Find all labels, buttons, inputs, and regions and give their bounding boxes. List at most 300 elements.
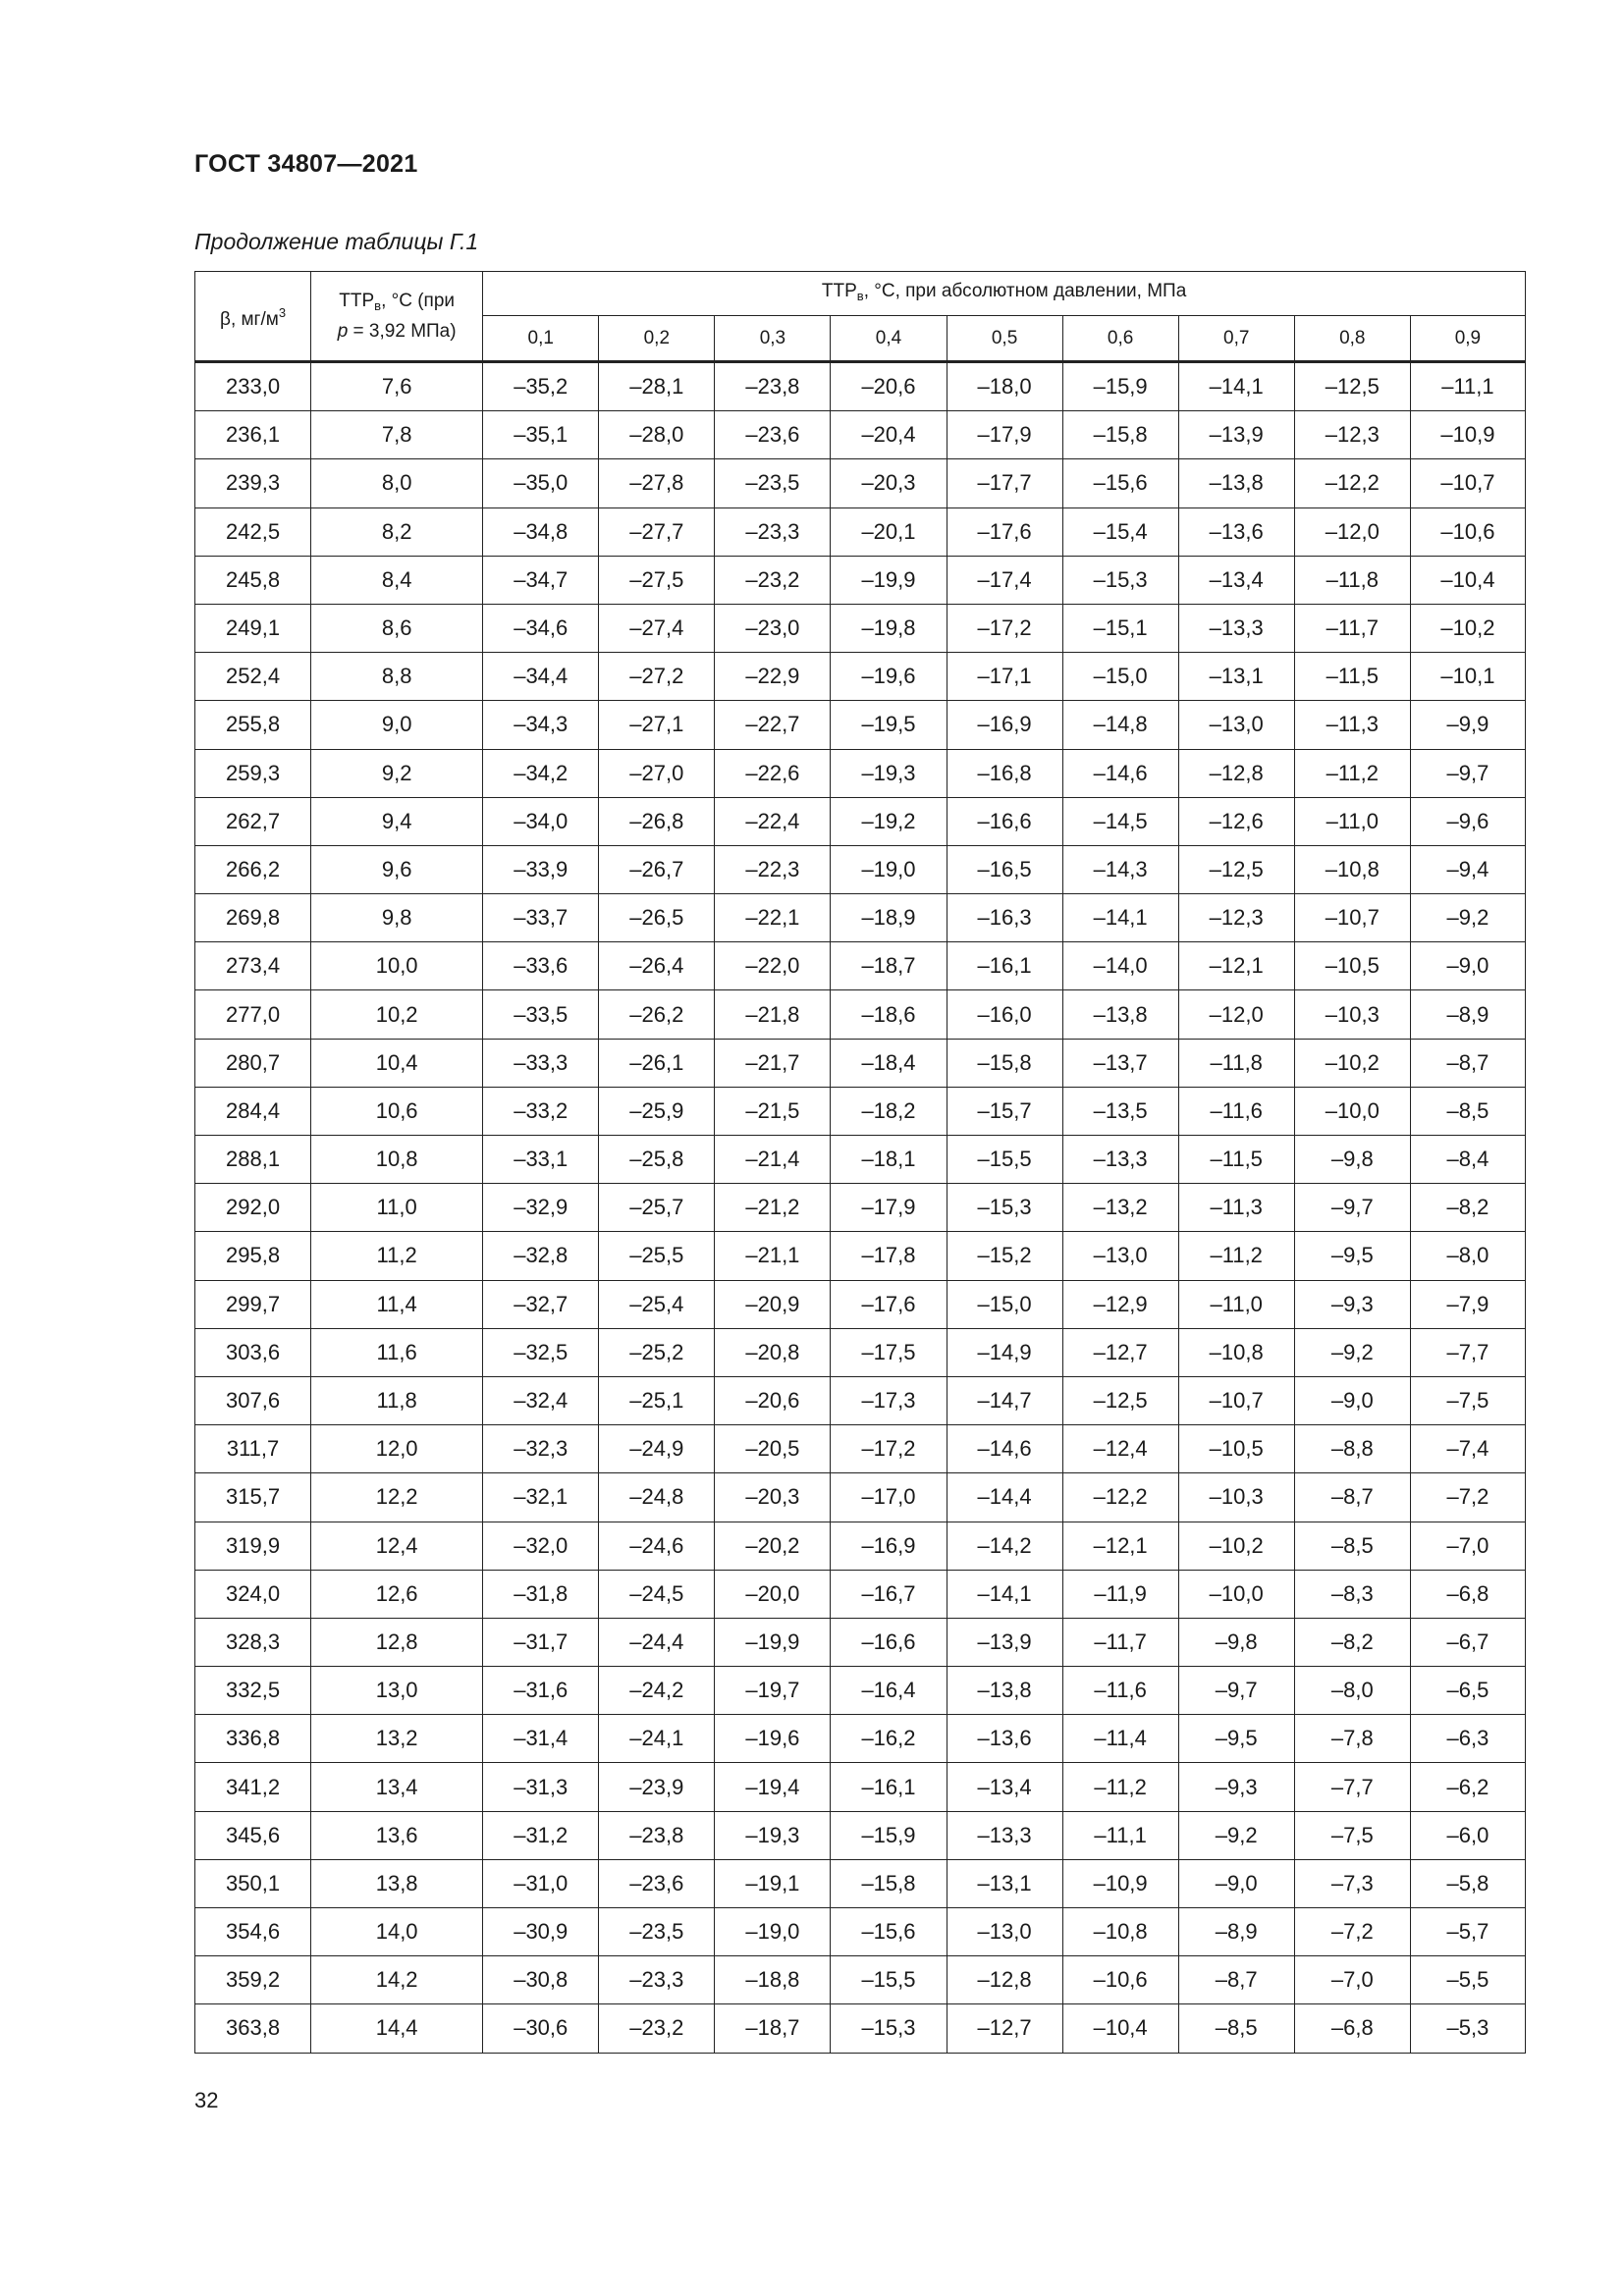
- cell-ttr: –13,0: [1178, 701, 1294, 749]
- cell-ttr: –11,3: [1294, 701, 1410, 749]
- header-pressure: 0,2: [599, 316, 715, 362]
- header-pressure: 0,3: [715, 316, 831, 362]
- table-row: [195, 1136, 1526, 1184]
- cell-ttr: –18,2: [831, 1087, 947, 1135]
- cell-ttr: –14,6: [1062, 749, 1178, 797]
- cell-ttr: –27,8: [599, 459, 715, 507]
- cell-ttr: –9,2: [1294, 1328, 1410, 1376]
- cell-ttr: –17,6: [947, 507, 1062, 556]
- cell-ttr: –9,9: [1410, 701, 1525, 749]
- cell-ttr: –16,8: [947, 749, 1062, 797]
- cell-ttr: –16,5: [947, 845, 1062, 893]
- cell-ttr-fixed: 10,8: [311, 1136, 483, 1184]
- cell-ttr: –20,6: [715, 1376, 831, 1424]
- cell-ttr: –15,9: [831, 1811, 947, 1859]
- cell-ttr: –15,0: [947, 1280, 1062, 1328]
- cell-ttr: –27,2: [599, 653, 715, 701]
- cell-ttr: –13,3: [1178, 604, 1294, 652]
- cell-ttr: –8,0: [1294, 1667, 1410, 1715]
- cell-ttr: –18,6: [831, 990, 947, 1039]
- header-pressure: 0,6: [1062, 316, 1178, 362]
- cell-ttr: –17,7: [947, 459, 1062, 507]
- cell-ttr: –9,7: [1178, 1667, 1294, 1715]
- page-number: 32: [194, 2088, 219, 2112]
- cell-ttr: –10,9: [1410, 411, 1525, 459]
- cell-ttr: –16,6: [947, 797, 1062, 845]
- header-pressure: 0,5: [947, 316, 1062, 362]
- cell-ttr: –10,0: [1178, 1570, 1294, 1618]
- cell-ttr: –17,3: [831, 1376, 947, 1424]
- table-row: [195, 411, 1526, 459]
- table-row: [195, 1473, 1526, 1522]
- cell-ttr: –15,8: [947, 1039, 1062, 1087]
- cell-ttr: –9,5: [1294, 1232, 1410, 1280]
- cell-ttr: –18,9: [831, 894, 947, 942]
- data-table: [194, 271, 1526, 2054]
- cell-ttr: –10,6: [1062, 1956, 1178, 2004]
- cell-ttr: –9,7: [1410, 749, 1525, 797]
- cell-ttr: –20,8: [715, 1328, 831, 1376]
- cell-ttr-fixed: 8,0: [311, 459, 483, 507]
- cell-ttr: –8,3: [1294, 1570, 1410, 1618]
- cell-ttr: –16,9: [831, 1522, 947, 1570]
- cell-ttr: –13,0: [947, 1908, 1062, 1956]
- cell-beta: 252,4: [195, 653, 311, 701]
- cell-ttr: –32,9: [483, 1184, 599, 1232]
- cell-ttr: –15,4: [1062, 507, 1178, 556]
- cell-ttr: –18,7: [715, 2004, 831, 2053]
- cell-ttr: –11,5: [1294, 653, 1410, 701]
- cell-ttr: –33,2: [483, 1087, 599, 1135]
- cell-ttr: –16,2: [831, 1715, 947, 1763]
- cell-ttr: –13,1: [1178, 653, 1294, 701]
- cell-ttr-fixed: 11,2: [311, 1232, 483, 1280]
- table-row: [195, 1908, 1526, 1956]
- cell-ttr-fixed: 9,0: [311, 701, 483, 749]
- table-row: [195, 701, 1526, 749]
- cell-ttr: –11,5: [1178, 1136, 1294, 1184]
- cell-beta: 332,5: [195, 1667, 311, 1715]
- table-row: [195, 653, 1526, 701]
- cell-ttr: –18,0: [947, 362, 1062, 411]
- cell-ttr: –23,5: [715, 459, 831, 507]
- cell-ttr: –18,4: [831, 1039, 947, 1087]
- cell-beta: 336,8: [195, 1715, 311, 1763]
- cell-ttr-fixed: 12,6: [311, 1570, 483, 1618]
- cell-ttr: –28,0: [599, 411, 715, 459]
- cell-ttr: –11,0: [1294, 797, 1410, 845]
- cell-ttr: –35,0: [483, 459, 599, 507]
- cell-ttr: –7,0: [1410, 1522, 1525, 1570]
- cell-ttr: –27,0: [599, 749, 715, 797]
- cell-ttr: –14,2: [947, 1522, 1062, 1570]
- cell-ttr: –18,7: [831, 942, 947, 990]
- cell-ttr: –15,6: [1062, 459, 1178, 507]
- cell-ttr: –11,9: [1062, 1570, 1178, 1618]
- cell-ttr: –14,9: [947, 1328, 1062, 1376]
- cell-ttr: –22,1: [715, 894, 831, 942]
- cell-ttr-fixed: 14,0: [311, 1908, 483, 1956]
- table-row: [195, 1811, 1526, 1859]
- cell-ttr: –14,5: [1062, 797, 1178, 845]
- cell-ttr: –31,0: [483, 1859, 599, 1907]
- cell-ttr: –9,0: [1294, 1376, 1410, 1424]
- cell-ttr: –20,2: [715, 1522, 831, 1570]
- cell-ttr: –14,4: [947, 1473, 1062, 1522]
- cell-ttr: –16,6: [831, 1618, 947, 1666]
- cell-ttr: –12,3: [1178, 894, 1294, 942]
- cell-beta: 284,4: [195, 1087, 311, 1135]
- cell-beta: 341,2: [195, 1763, 311, 1811]
- table-row: [195, 1280, 1526, 1328]
- header-beta: β, $мг/м^3$: [195, 272, 311, 362]
- cell-ttr: –19,6: [831, 653, 947, 701]
- cell-ttr: –21,5: [715, 1087, 831, 1135]
- cell-ttr: –19,7: [715, 1667, 831, 1715]
- cell-beta: 233,0: [195, 362, 311, 411]
- cell-ttr: –15,8: [831, 1859, 947, 1907]
- cell-ttr: –16,0: [947, 990, 1062, 1039]
- document-code: ГОСТ 34807—2021: [194, 150, 418, 178]
- cell-ttr: –10,5: [1178, 1425, 1294, 1473]
- cell-ttr-fixed: 11,6: [311, 1328, 483, 1376]
- cell-ttr: –17,4: [947, 556, 1062, 604]
- cell-ttr: –27,5: [599, 556, 715, 604]
- cell-ttr: –33,9: [483, 845, 599, 893]
- cell-ttr: –5,5: [1410, 1956, 1525, 2004]
- cell-ttr: –12,5: [1294, 362, 1410, 411]
- cell-beta: 236,1: [195, 411, 311, 459]
- cell-beta: 259,3: [195, 749, 311, 797]
- cell-ttr: –32,7: [483, 1280, 599, 1328]
- cell-beta: 319,9: [195, 1522, 311, 1570]
- cell-ttr: –7,9: [1410, 1280, 1525, 1328]
- cell-ttr: –9,2: [1410, 894, 1525, 942]
- table-row: [195, 1570, 1526, 1618]
- cell-ttr: –8,0: [1410, 1232, 1525, 1280]
- cell-ttr: –13,1: [947, 1859, 1062, 1907]
- cell-ttr: –18,1: [831, 1136, 947, 1184]
- header-pressure: 0,9: [1410, 316, 1525, 362]
- cell-ttr: –14,8: [1062, 701, 1178, 749]
- cell-ttr: –23,2: [715, 556, 831, 604]
- cell-ttr: –20,4: [831, 411, 947, 459]
- cell-ttr: –31,7: [483, 1618, 599, 1666]
- cell-ttr: –16,7: [831, 1570, 947, 1618]
- cell-ttr: –15,7: [947, 1087, 1062, 1135]
- cell-ttr: –7,0: [1294, 1956, 1410, 2004]
- cell-ttr: –23,9: [599, 1763, 715, 1811]
- cell-ttr: –15,1: [1062, 604, 1178, 652]
- table-row: [195, 1039, 1526, 1087]
- cell-ttr: –26,8: [599, 797, 715, 845]
- cell-ttr: –11,6: [1178, 1087, 1294, 1135]
- cell-ttr: –8,8: [1294, 1425, 1410, 1473]
- cell-ttr: –21,8: [715, 990, 831, 1039]
- cell-ttr: –25,5: [599, 1232, 715, 1280]
- cell-ttr: –21,2: [715, 1184, 831, 1232]
- cell-ttr: –15,9: [1062, 362, 1178, 411]
- cell-ttr: –7,7: [1410, 1328, 1525, 1376]
- cell-ttr: –20,1: [831, 507, 947, 556]
- cell-beta: 311,7: [195, 1425, 311, 1473]
- table-row: [195, 1425, 1526, 1473]
- cell-ttr: –13,4: [1178, 556, 1294, 604]
- cell-ttr-fixed: 11,8: [311, 1376, 483, 1424]
- cell-ttr: –11,6: [1062, 1667, 1178, 1715]
- cell-ttr: –32,4: [483, 1376, 599, 1424]
- cell-ttr: –34,7: [483, 556, 599, 604]
- cell-ttr: –14,0: [1062, 942, 1178, 990]
- cell-ttr: –10,2: [1178, 1522, 1294, 1570]
- cell-ttr: –16,1: [831, 1763, 947, 1811]
- cell-ttr: –11,2: [1062, 1763, 1178, 1811]
- cell-ttr: –12,3: [1294, 411, 1410, 459]
- cell-ttr: –17,2: [947, 604, 1062, 652]
- cell-beta: 363,8: [195, 2004, 311, 2053]
- cell-beta: 255,8: [195, 701, 311, 749]
- cell-ttr: –17,0: [831, 1473, 947, 1522]
- cell-ttr-fixed: 12,4: [311, 1522, 483, 1570]
- table-row: [195, 1618, 1526, 1666]
- cell-ttr-fixed: 13,2: [311, 1715, 483, 1763]
- cell-ttr: –13,6: [1178, 507, 1294, 556]
- cell-ttr: –7,5: [1410, 1376, 1525, 1424]
- table-row: [195, 749, 1526, 797]
- cell-ttr: –11,8: [1178, 1039, 1294, 1087]
- cell-ttr: –8,2: [1294, 1618, 1410, 1666]
- cell-ttr: –7,3: [1294, 1859, 1410, 1907]
- cell-beta: 239,3: [195, 459, 311, 507]
- cell-beta: 280,7: [195, 1039, 311, 1087]
- table-row: [195, 1376, 1526, 1424]
- cell-ttr: –12,7: [1062, 1328, 1178, 1376]
- cell-ttr: –30,6: [483, 2004, 599, 2053]
- cell-ttr: –8,9: [1410, 990, 1525, 1039]
- cell-ttr: –12,6: [1178, 797, 1294, 845]
- cell-beta: 307,6: [195, 1376, 311, 1424]
- cell-ttr: –15,3: [947, 1184, 1062, 1232]
- header-pressure: 0,8: [1294, 316, 1410, 362]
- cell-ttr: –12,9: [1062, 1280, 1178, 1328]
- cell-ttr: –19,1: [715, 1859, 831, 1907]
- cell-ttr-fixed: 10,2: [311, 990, 483, 1039]
- cell-beta: 350,1: [195, 1859, 311, 1907]
- cell-ttr: –12,5: [1062, 1376, 1178, 1424]
- cell-ttr-fixed: 14,2: [311, 1956, 483, 2004]
- cell-ttr: –19,4: [715, 1763, 831, 1811]
- cell-ttr: –32,1: [483, 1473, 599, 1522]
- cell-ttr: –12,7: [947, 2004, 1062, 2053]
- cell-ttr: –5,3: [1410, 2004, 1525, 2053]
- header-ttr-fixed-pressure: $ТТР_в$, °С (при p = 3,92 МПа): [311, 272, 483, 362]
- cell-ttr: –22,4: [715, 797, 831, 845]
- cell-ttr: –27,4: [599, 604, 715, 652]
- cell-ttr: –13,8: [1178, 459, 1294, 507]
- cell-ttr: –23,8: [715, 362, 831, 411]
- table-row: [195, 1087, 1526, 1135]
- cell-ttr: –10,7: [1410, 459, 1525, 507]
- cell-ttr: –12,8: [1178, 749, 1294, 797]
- cell-ttr: –16,3: [947, 894, 1062, 942]
- cell-ttr: –10,5: [1294, 942, 1410, 990]
- cell-ttr: –8,5: [1294, 1522, 1410, 1570]
- cell-ttr: –20,9: [715, 1280, 831, 1328]
- cell-ttr: –25,8: [599, 1136, 715, 1184]
- cell-ttr: –22,3: [715, 845, 831, 893]
- cell-ttr: –13,2: [1062, 1184, 1178, 1232]
- cell-ttr: –15,6: [831, 1908, 947, 1956]
- cell-ttr: –15,3: [831, 2004, 947, 2053]
- cell-ttr: –21,7: [715, 1039, 831, 1087]
- cell-ttr: –33,6: [483, 942, 599, 990]
- cell-ttr: –7,4: [1410, 1425, 1525, 1473]
- cell-ttr-fixed: 10,6: [311, 1087, 483, 1135]
- cell-ttr: –10,0: [1294, 1087, 1410, 1135]
- cell-ttr: –22,6: [715, 749, 831, 797]
- cell-ttr: –32,8: [483, 1232, 599, 1280]
- cell-ttr: –19,6: [715, 1715, 831, 1763]
- cell-ttr: –8,4: [1410, 1136, 1525, 1184]
- table-row: [195, 990, 1526, 1039]
- cell-ttr-fixed: 11,0: [311, 1184, 483, 1232]
- cell-ttr-fixed: 13,8: [311, 1859, 483, 1907]
- cell-ttr: –10,8: [1178, 1328, 1294, 1376]
- cell-ttr: –13,9: [1178, 411, 1294, 459]
- cell-ttr-fixed: 12,0: [311, 1425, 483, 1473]
- cell-ttr: –17,1: [947, 653, 1062, 701]
- cell-ttr: –9,6: [1410, 797, 1525, 845]
- cell-ttr-fixed: 9,2: [311, 749, 483, 797]
- cell-ttr: –22,0: [715, 942, 831, 990]
- cell-ttr: –31,6: [483, 1667, 599, 1715]
- cell-ttr: –31,2: [483, 1811, 599, 1859]
- cell-ttr: –24,2: [599, 1667, 715, 1715]
- cell-ttr: –20,3: [715, 1473, 831, 1522]
- table-row: [195, 797, 1526, 845]
- cell-ttr: –7,8: [1294, 1715, 1410, 1763]
- table-row: [195, 604, 1526, 652]
- cell-ttr: –22,9: [715, 653, 831, 701]
- cell-ttr: –13,5: [1062, 1087, 1178, 1135]
- cell-ttr: –22,7: [715, 701, 831, 749]
- table-row: [195, 1232, 1526, 1280]
- cell-ttr: –30,9: [483, 1908, 599, 1956]
- cell-ttr: –35,1: [483, 411, 599, 459]
- table-row: [195, 1715, 1526, 1763]
- cell-ttr: –8,7: [1410, 1039, 1525, 1087]
- cell-ttr: –25,2: [599, 1328, 715, 1376]
- cell-beta: 315,7: [195, 1473, 311, 1522]
- cell-ttr: –24,5: [599, 1570, 715, 1618]
- cell-ttr: –10,4: [1062, 2004, 1178, 2053]
- cell-ttr: –10,3: [1178, 1473, 1294, 1522]
- cell-ttr: –6,8: [1410, 1570, 1525, 1618]
- cell-beta: 303,6: [195, 1328, 311, 1376]
- cell-ttr: –11,3: [1178, 1184, 1294, 1232]
- cell-ttr: –34,3: [483, 701, 599, 749]
- table-row: [195, 1667, 1526, 1715]
- cell-ttr: –23,6: [599, 1859, 715, 1907]
- cell-ttr: –31,3: [483, 1763, 599, 1811]
- cell-ttr: –31,4: [483, 1715, 599, 1763]
- cell-ttr-fixed: 11,4: [311, 1280, 483, 1328]
- header-ttr-pressure-group: $ТТР_в$, °С, при абсолютном давлении, МПа: [483, 272, 1526, 316]
- cell-ttr: –33,7: [483, 894, 599, 942]
- cell-ttr: –17,9: [831, 1184, 947, 1232]
- cell-ttr: –24,9: [599, 1425, 715, 1473]
- cell-ttr: –24,6: [599, 1522, 715, 1570]
- cell-beta: 269,8: [195, 894, 311, 942]
- cell-ttr: –12,0: [1178, 990, 1294, 1039]
- cell-ttr: –10,8: [1294, 845, 1410, 893]
- cell-ttr: –6,3: [1410, 1715, 1525, 1763]
- cell-ttr: –21,4: [715, 1136, 831, 1184]
- cell-ttr: –5,7: [1410, 1908, 1525, 1956]
- cell-ttr: –26,1: [599, 1039, 715, 1087]
- cell-ttr: –20,6: [831, 362, 947, 411]
- cell-ttr: –24,1: [599, 1715, 715, 1763]
- cell-ttr: –10,3: [1294, 990, 1410, 1039]
- cell-ttr: –13,4: [947, 1763, 1062, 1811]
- cell-ttr: –11,2: [1178, 1232, 1294, 1280]
- cell-ttr: –12,1: [1178, 942, 1294, 990]
- cell-ttr: –26,5: [599, 894, 715, 942]
- cell-beta: 273,4: [195, 942, 311, 990]
- cell-ttr: –15,2: [947, 1232, 1062, 1280]
- cell-ttr: –9,5: [1178, 1715, 1294, 1763]
- cell-ttr: –32,0: [483, 1522, 599, 1570]
- cell-ttr: –12,5: [1178, 845, 1294, 893]
- cell-ttr: –9,4: [1410, 845, 1525, 893]
- cell-ttr: –13,9: [947, 1618, 1062, 1666]
- cell-ttr-fixed: 12,8: [311, 1618, 483, 1666]
- cell-ttr: –19,5: [831, 701, 947, 749]
- cell-ttr-fixed: 10,4: [311, 1039, 483, 1087]
- cell-ttr: –11,0: [1178, 1280, 1294, 1328]
- cell-ttr: –17,2: [831, 1425, 947, 1473]
- cell-ttr: –13,8: [1062, 990, 1178, 1039]
- cell-ttr: –12,8: [947, 1956, 1062, 2004]
- cell-ttr-fixed: 8,6: [311, 604, 483, 652]
- table-row: [195, 1522, 1526, 1570]
- cell-ttr-fixed: 13,0: [311, 1667, 483, 1715]
- cell-ttr: –6,8: [1294, 2004, 1410, 2053]
- cell-ttr: –23,0: [715, 604, 831, 652]
- cell-ttr: –20,0: [715, 1570, 831, 1618]
- cell-ttr: –23,3: [599, 1956, 715, 2004]
- cell-ttr: –7,2: [1410, 1473, 1525, 1522]
- cell-ttr: –6,0: [1410, 1811, 1525, 1859]
- cell-ttr: –11,7: [1062, 1618, 1178, 1666]
- table-row: [195, 1328, 1526, 1376]
- cell-ttr: –19,2: [831, 797, 947, 845]
- cell-ttr: –9,3: [1178, 1763, 1294, 1811]
- cell-ttr: –28,1: [599, 362, 715, 411]
- cell-ttr: –34,4: [483, 653, 599, 701]
- cell-ttr: –19,3: [715, 1811, 831, 1859]
- cell-ttr: –13,6: [947, 1715, 1062, 1763]
- cell-ttr: –34,0: [483, 797, 599, 845]
- cell-ttr: –13,0: [1062, 1232, 1178, 1280]
- cell-ttr: –9,8: [1294, 1136, 1410, 1184]
- cell-ttr: –26,2: [599, 990, 715, 1039]
- cell-ttr: –23,3: [715, 507, 831, 556]
- table-row: [195, 362, 1526, 411]
- cell-beta: 277,0: [195, 990, 311, 1039]
- cell-ttr: –25,7: [599, 1184, 715, 1232]
- cell-ttr-fixed: 8,2: [311, 507, 483, 556]
